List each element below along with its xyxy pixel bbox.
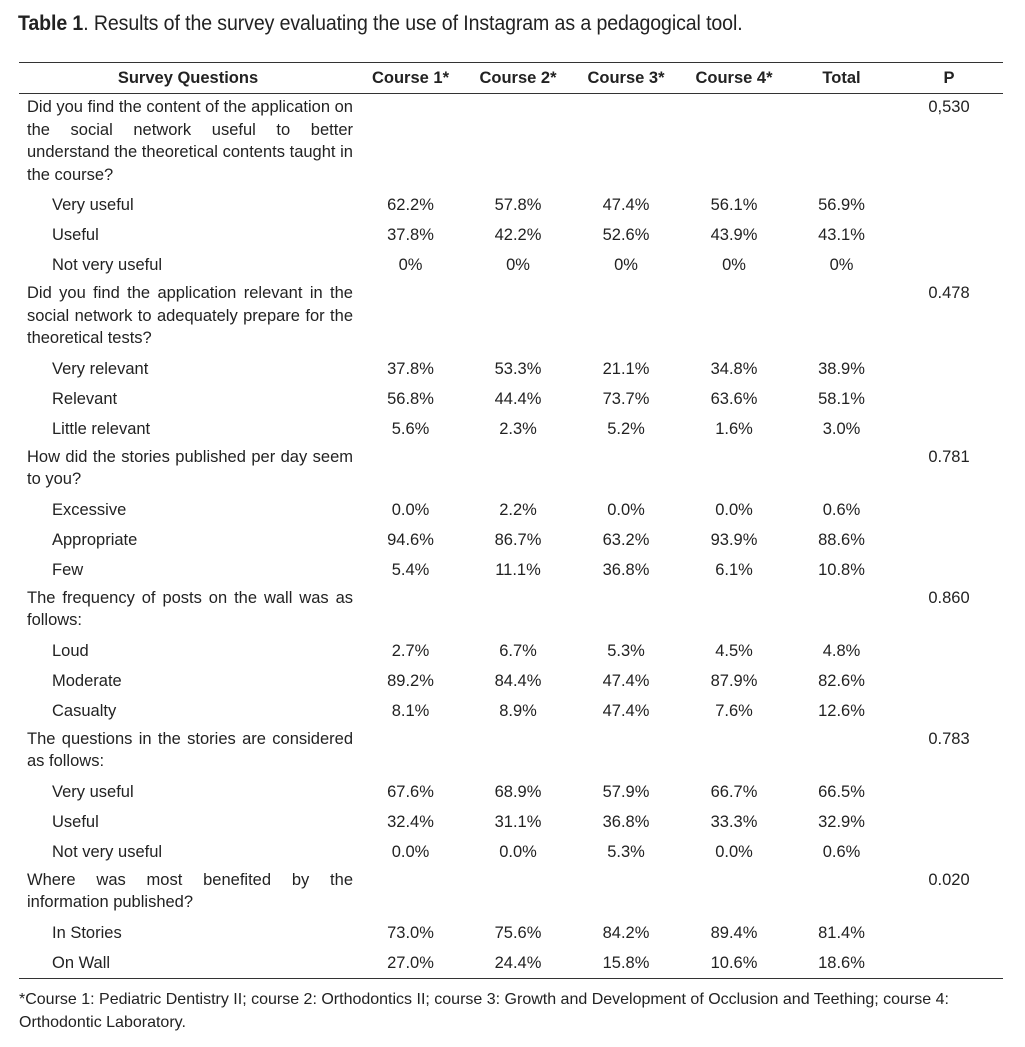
empty-cell <box>895 777 1003 807</box>
empty-cell <box>895 666 1003 696</box>
answer-label: Excessive <box>52 500 127 519</box>
course-4-value: 56.1% <box>710 196 758 214</box>
question-text: The frequency of posts on the wall was as follows: <box>27 588 353 629</box>
course-2-value: 44.4% <box>494 389 542 408</box>
empty-cell <box>572 444 680 495</box>
answer-label: Very useful <box>52 782 134 801</box>
course-1-value: 32.4% <box>387 812 434 831</box>
course-2-value: 68.9% <box>494 782 542 801</box>
answer-row <box>19 414 1003 444</box>
answer-row <box>19 918 1003 948</box>
course-3-value: 36.8% <box>602 560 650 579</box>
answer-label: Not very useful <box>52 842 163 861</box>
answer-label: Appropriate <box>52 530 138 549</box>
course-4-value: 6.1% <box>715 560 753 579</box>
empty-cell <box>357 726 464 777</box>
empty-cell <box>895 555 1003 585</box>
course-1-value: 0.0% <box>391 500 430 519</box>
empty-cell <box>464 726 572 777</box>
course-4-value: 7.6% <box>715 701 753 720</box>
total-value: 56.9% <box>818 196 865 214</box>
total-value: 38.9% <box>818 359 865 378</box>
answer-label: Useful <box>52 812 99 831</box>
course-1-value: 2.7% <box>391 641 430 660</box>
course-3-value: 0% <box>614 256 638 274</box>
course-2-value: 84.4% <box>494 671 542 690</box>
empty-cell <box>895 250 1003 280</box>
answer-row <box>19 948 1003 979</box>
course-3-value: 5.3% <box>607 842 645 861</box>
course-2-value: 0.0% <box>499 842 537 861</box>
answer-label: Relevant <box>52 389 118 408</box>
course-2-value: 86.7% <box>494 530 542 549</box>
empty-cell <box>895 495 1003 525</box>
answer-label: Casualty <box>52 701 117 720</box>
empty-cell <box>788 726 895 777</box>
answer-row <box>19 777 1003 807</box>
course-3-value: 63.2% <box>602 530 650 549</box>
course-1-value: 5.4% <box>391 560 430 579</box>
answer-label: Useful <box>52 226 99 244</box>
question-row <box>19 585 1003 636</box>
empty-cell <box>357 867 464 918</box>
course-1-value: 56.8% <box>387 389 434 408</box>
empty-cell <box>464 867 572 918</box>
table-caption <box>18 12 939 36</box>
answer-label: Not very useful <box>52 256 163 274</box>
course-3-value: 47.4% <box>602 671 650 690</box>
course-2-value: 11.1% <box>495 560 541 579</box>
empty-cell <box>464 444 572 495</box>
course-2-value: 24.4% <box>494 953 542 972</box>
empty-cell <box>464 280 572 354</box>
total-value: 10.8% <box>818 560 865 579</box>
course-2-value: 42.2% <box>494 226 542 244</box>
p-value: 0.478 <box>928 284 970 302</box>
empty-cell <box>895 220 1003 250</box>
p-value: 0.783 <box>928 729 970 748</box>
caption-text: . Results of the survey evaluating the use of Instagram as a pedagogical tool. <box>83 12 743 35</box>
question-text: Where was most benefited by the information published? <box>27 870 353 911</box>
answer-row <box>19 250 1003 280</box>
answer-row <box>19 696 1003 726</box>
course-2-value: 8.9% <box>499 701 537 720</box>
empty-cell <box>788 585 895 636</box>
total-value: 4.8% <box>822 641 861 660</box>
empty-cell <box>895 354 1003 384</box>
course-4-value: 10.6% <box>710 953 758 972</box>
course-4-value: 33.3% <box>710 812 758 831</box>
empty-cell <box>895 636 1003 666</box>
empty-cell <box>680 94 788 191</box>
course-1-value: 73.0% <box>387 923 434 942</box>
total-value: 32.9% <box>818 812 865 831</box>
header-course-4: Course 4* <box>695 68 773 87</box>
empty-cell <box>572 867 680 918</box>
caption-label: Table 1 <box>18 12 84 35</box>
empty-cell <box>895 190 1003 220</box>
survey-results-table <box>19 62 1003 979</box>
question-row <box>19 280 1003 354</box>
course-3-value: 57.9% <box>602 782 650 801</box>
course-3-value: 84.2% <box>602 923 650 942</box>
empty-cell <box>788 280 895 354</box>
header-survey-questions: Survey Questions <box>117 68 259 87</box>
total-value: 66.5% <box>818 782 865 801</box>
p-value: 0.860 <box>928 588 970 607</box>
question-text: The questions in the stories are considered as follows: <box>27 729 353 770</box>
empty-cell <box>680 444 788 495</box>
header-course-3: Course 3* <box>587 68 665 87</box>
course-2-value: 6.7% <box>499 641 537 660</box>
empty-cell <box>572 726 680 777</box>
answer-row <box>19 354 1003 384</box>
course-4-value: 0.0% <box>715 500 753 519</box>
course-4-value: 87.9% <box>710 671 758 690</box>
course-2-value: 2.3% <box>499 419 537 438</box>
course-2-value: 2.2% <box>499 500 537 519</box>
empty-cell <box>788 94 895 191</box>
course-3-value: 73.7% <box>602 389 650 408</box>
course-3-value: 47.4% <box>602 701 650 720</box>
course-3-value: 5.2% <box>607 419 645 438</box>
course-4-value: 43.9% <box>710 226 758 244</box>
header-p: P <box>943 68 955 87</box>
question-text: How did the stories published per day seem to you? <box>27 447 353 488</box>
header-course-2: Course 2* <box>479 68 557 87</box>
total-value: 58.1% <box>818 389 865 408</box>
course-4-value: 0% <box>722 256 746 274</box>
answer-label: Little relevant <box>52 419 151 438</box>
empty-cell <box>895 525 1003 555</box>
course-3-value: 0.0% <box>607 500 645 519</box>
total-value: 43.1% <box>818 226 865 244</box>
empty-cell <box>680 585 788 636</box>
empty-cell <box>895 948 1003 979</box>
empty-cell <box>788 444 895 495</box>
total-value: 0.6% <box>822 500 861 519</box>
total-value: 88.6% <box>818 530 865 549</box>
question-text: Did you find the application relevant in the social network to adequately prepare for the theoretical tests? <box>27 284 353 347</box>
course-1-value: 89.2% <box>387 671 434 690</box>
answer-row <box>19 666 1003 696</box>
empty-cell <box>788 867 895 918</box>
course-1-value: 94.6% <box>387 530 434 549</box>
total-value: 82.6% <box>818 671 865 690</box>
empty-cell <box>895 837 1003 867</box>
header-row <box>19 63 1003 94</box>
question-row <box>19 94 1003 191</box>
course-2-value: 57.8% <box>494 196 542 214</box>
empty-cell <box>357 94 464 191</box>
answer-label: On Wall <box>52 953 111 972</box>
course-1-value: 37.8% <box>387 226 434 244</box>
course-3-value: 21.1% <box>602 359 650 378</box>
empty-cell <box>895 696 1003 726</box>
course-1-value: 67.6% <box>387 782 434 801</box>
question-row <box>19 726 1003 777</box>
course-2-value: 0% <box>506 256 530 274</box>
answer-label: Moderate <box>52 671 122 690</box>
answer-label: Loud <box>52 641 89 660</box>
course-3-value: 36.8% <box>602 812 650 831</box>
answer-label: Very useful <box>52 196 134 214</box>
total-value: 3.0% <box>822 419 861 438</box>
empty-cell <box>357 585 464 636</box>
course-4-value: 63.6% <box>710 389 758 408</box>
answer-row <box>19 384 1003 414</box>
p-value: 0.781 <box>928 447 970 466</box>
empty-cell <box>357 280 464 354</box>
empty-cell <box>464 94 572 191</box>
total-value: 18.6% <box>818 953 865 972</box>
course-4-value: 4.5% <box>715 641 753 660</box>
course-4-value: 34.8% <box>710 359 758 378</box>
table-footnote: *Course 1: Pediatric Dentistry II; course 2: Orthodontics II; course 3: Growth and Development of Occlusion and Teething; course 4: Orthodontic Laboratory. <box>19 991 949 1031</box>
course-1-value: 5.6% <box>391 419 430 438</box>
answer-row <box>19 190 1003 220</box>
empty-cell <box>680 280 788 354</box>
course-2-value: 53.3% <box>494 359 542 378</box>
answer-row <box>19 525 1003 555</box>
course-4-value: 93.9% <box>710 530 758 549</box>
empty-cell <box>572 94 680 191</box>
total-value: 0.6% <box>822 842 861 861</box>
course-1-value: 62.2% <box>387 196 434 214</box>
table-body <box>19 94 1003 979</box>
question-row <box>19 867 1003 918</box>
course-1-value: 37.8% <box>387 359 434 378</box>
empty-cell <box>572 280 680 354</box>
empty-cell <box>572 585 680 636</box>
course-3-value: 47.4% <box>602 196 650 214</box>
empty-cell <box>895 807 1003 837</box>
answer-label: Very relevant <box>52 359 149 378</box>
course-3-value: 52.6% <box>602 226 650 244</box>
empty-cell <box>464 585 572 636</box>
empty-cell <box>895 384 1003 414</box>
answer-row <box>19 636 1003 666</box>
total-value: 81.4% <box>818 923 865 942</box>
question-row <box>19 444 1003 495</box>
answer-row <box>19 495 1003 525</box>
header-course-1: Course 1* <box>371 68 450 87</box>
empty-cell <box>895 918 1003 948</box>
course-2-value: 31.1% <box>494 812 542 831</box>
course-1-value: 27.0% <box>387 953 434 972</box>
answer-row <box>19 807 1003 837</box>
answer-row <box>19 555 1003 585</box>
answer-label: Few <box>52 560 84 579</box>
course-4-value: 89.4% <box>710 923 758 942</box>
empty-cell <box>895 414 1003 444</box>
course-4-value: 0.0% <box>715 842 753 861</box>
empty-cell <box>357 444 464 495</box>
course-4-value: 1.6% <box>715 419 753 438</box>
course-1-value: 0.0% <box>391 842 430 861</box>
total-value: 0% <box>829 256 854 274</box>
p-value: 0.020 <box>928 870 970 889</box>
total-value: 12.6% <box>818 701 865 720</box>
answer-row <box>19 220 1003 250</box>
answer-row <box>19 837 1003 867</box>
empty-cell <box>680 867 788 918</box>
course-2-value: 75.6% <box>494 923 542 942</box>
question-text: Did you find the content of the application on the social network useful to better understand the theoretical contents taught in the course? <box>27 98 353 184</box>
course-1-value: 0% <box>398 256 423 274</box>
course-3-value: 15.8% <box>602 953 650 972</box>
header-total: Total <box>822 68 861 87</box>
course-3-value: 5.3% <box>607 641 645 660</box>
empty-cell <box>680 726 788 777</box>
course-1-value: 8.1% <box>391 701 430 720</box>
p-value: 0,530 <box>928 98 970 116</box>
answer-label: In Stories <box>52 923 122 942</box>
course-4-value: 66.7% <box>710 782 758 801</box>
